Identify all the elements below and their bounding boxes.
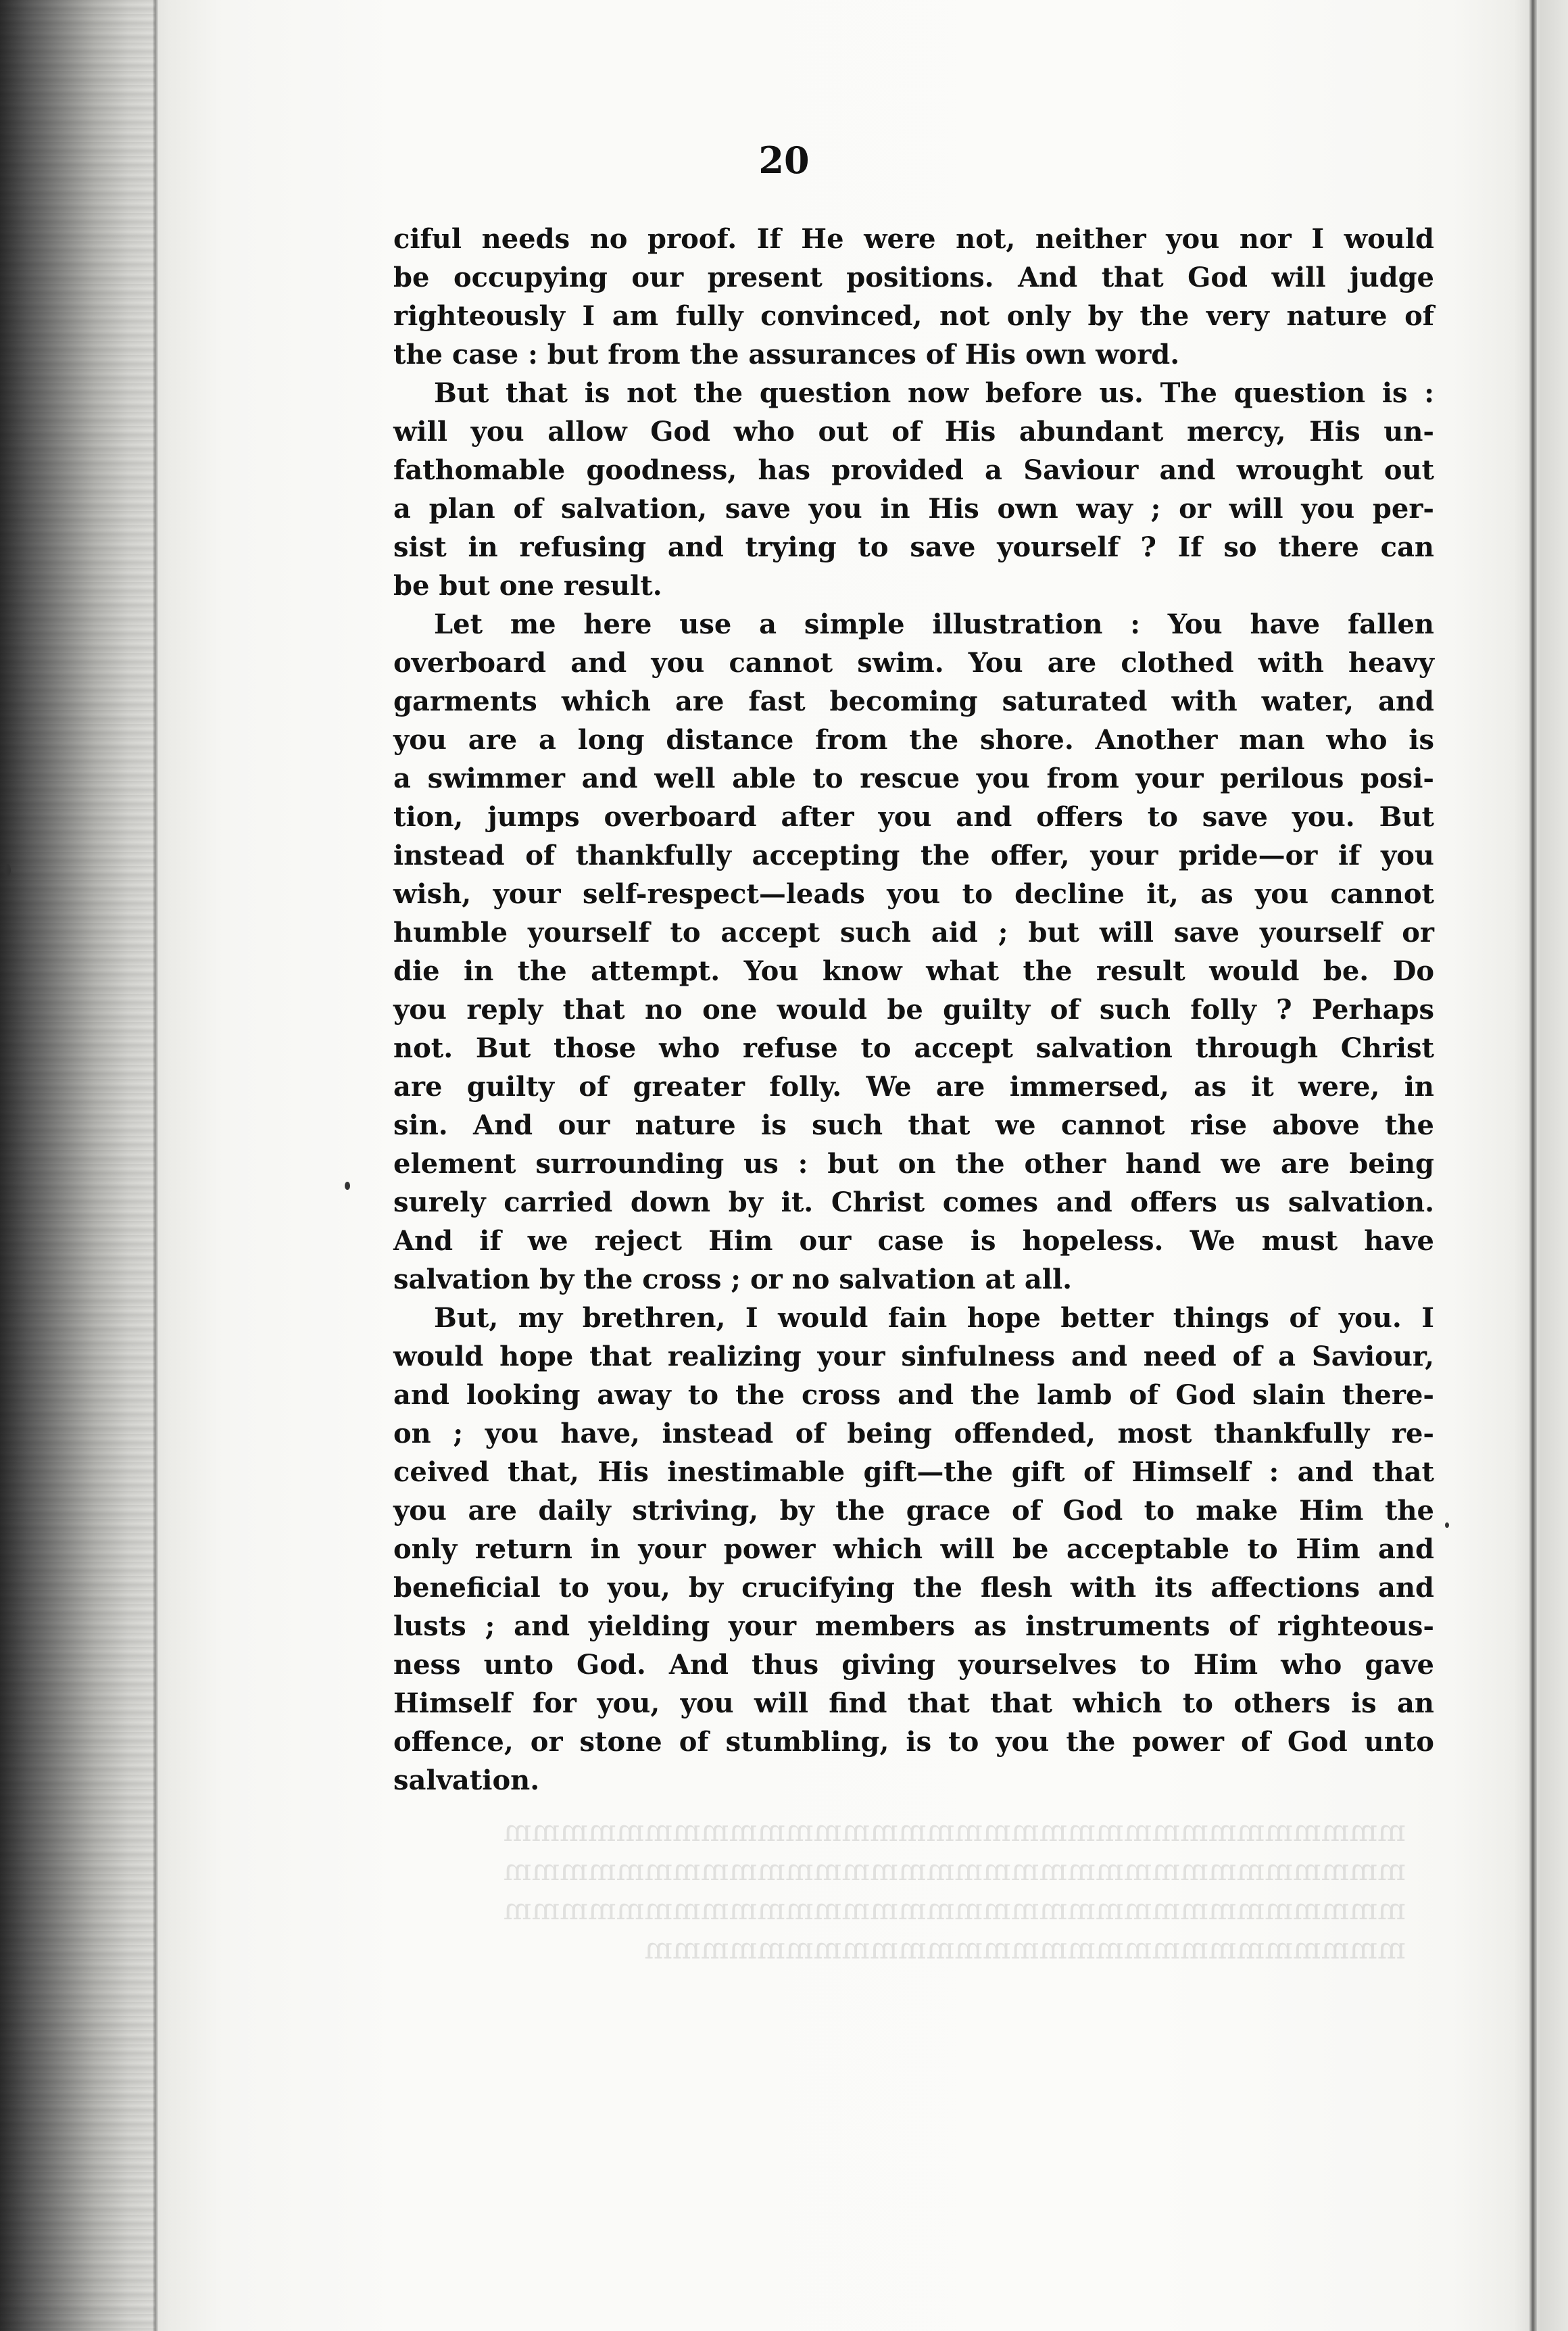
book-spine-shadow <box>153 0 158 2331</box>
text-line: wish, your self-respect—leads you to decline it, as you cannot <box>393 878 1434 910</box>
text-line: lusts ; and yielding your members as instruments of righteous- <box>393 1610 1434 1642</box>
text-line: surely carried down by it. Christ comes and offers us salvation. <box>393 1186 1434 1218</box>
reverse-page-bleed-through: mmmmmmmmmmmmmmmmmmmmmmmmmmmmmmmm mmmmmmmmmmmmmmmmmmmmmmmmmmmmmmmm mmmmmmmmmmmmmmmmmmmmmmmmmmmmmmmm mmmmmmmmmmmmmmmmmmmmmmmmmmm <box>503 1814 1406 1966</box>
text-line: Himself for you, you will find that that which to others is an <box>393 1687 1434 1719</box>
text-line: sin. And our nature is such that we cannot rise above the <box>393 1109 1434 1141</box>
text-line: on ; you have, instead of being offended, most thankfully re- <box>393 1418 1434 1449</box>
text-line: the case : but from the assurances of His own word. <box>393 339 1180 370</box>
text-line: a swimmer and well able to rescue you from your perilous posi- <box>393 763 1434 794</box>
text-line: not. But those who refuse to accept salvation through Christ <box>393 1032 1434 1064</box>
text-line: be occupying our present positions. And that God will judge <box>393 262 1434 293</box>
text-line: offence, or stone of stumbling, is to you the power of God unto <box>393 1726 1434 1758</box>
text-line: ness unto God. And thus giving yourselves to Him who gave <box>393 1649 1434 1681</box>
text-line: But, my brethren, I would fain hope better things of you. I <box>434 1302 1434 1334</box>
text-line: instead of thankfully accepting the offer, your pride—or if you <box>393 840 1434 871</box>
margin-speck <box>1445 1522 1449 1528</box>
text-line: a plan of salvation, save you in His own way ; or will you per- <box>393 493 1434 525</box>
text-line: humble yourself to accept such aid ; but will save yourself or <box>393 917 1434 948</box>
text-line: salvation by the cross ; or no salvation at all. <box>393 1264 1073 1295</box>
text-line: die in the attempt. You know what the result would be. Do <box>393 955 1434 987</box>
text-line: But that is not the question now before us. The question is : <box>434 377 1434 409</box>
text-line: will you allow God who out of His abundant mercy, His un- <box>393 416 1434 448</box>
margin-speck <box>345 1182 350 1190</box>
text-line: Let me here use a simple illustration : You have fallen <box>434 608 1434 640</box>
text-line: you are a long distance from the shore. Another man who is <box>393 724 1434 756</box>
text-line: tion, jumps overboard after you and offers to save you. But <box>393 801 1434 833</box>
text-line: fathomable goodness, has provided a Saviour and wrought out <box>393 454 1434 486</box>
text-line: sist in refusing and trying to save yourself ? If so there can <box>393 531 1434 563</box>
text-line: are guilty of greater folly. We are immersed, as it were, in <box>393 1071 1434 1103</box>
page-edge-shadow <box>1529 0 1537 2331</box>
text-line: beneficial to you, by crucifying the flesh with its affections and <box>393 1572 1434 1604</box>
text-line: would hope that realizing your sinfulness and need of a Saviour, <box>393 1341 1434 1372</box>
body-text <box>393 220 1434 1800</box>
text-line: ciful needs no proof. If He were not, neither you nor I would <box>393 223 1434 255</box>
text-line: you are daily striving, by the grace of God to make Him the <box>393 1495 1434 1527</box>
margin-speck <box>4 864 11 876</box>
text-line: only return in your power which will be acceptable to Him and <box>393 1533 1434 1565</box>
text-line: righteously I am fully convinced, not only by the very nature of <box>393 300 1434 332</box>
page-number: 20 <box>758 139 810 182</box>
text-line: and looking away to the cross and the lamb of God slain there- <box>393 1379 1434 1411</box>
text-line: garments which are fast becoming saturated with water, and <box>393 686 1434 717</box>
text-line: element surrounding us : but on the other hand we are being <box>393 1148 1434 1180</box>
text-line: And if we reject Him our case is hopeless. We must have <box>393 1225 1434 1257</box>
text-line: overboard and you cannot swim. You are clothed with heavy <box>393 647 1434 679</box>
text-line: you reply that no one would be guilty of such folly ? Perhaps <box>393 994 1434 1026</box>
text-line: be but one result. <box>393 570 662 602</box>
text-line: ceived that, His inestimable gift—the gift of Himself : and that <box>393 1456 1434 1488</box>
text-line: salvation. <box>393 1764 540 1796</box>
